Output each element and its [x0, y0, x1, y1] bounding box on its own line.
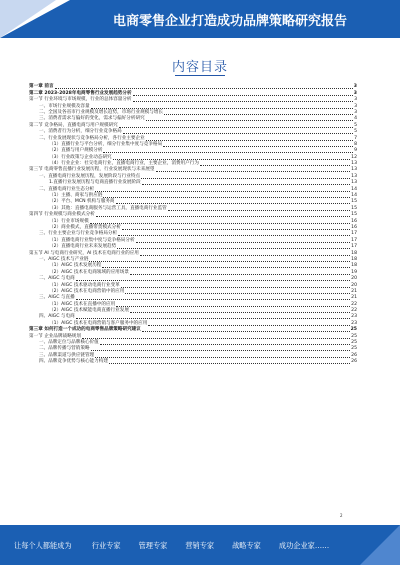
toc-entry-page: 20	[351, 276, 357, 282]
toc-entry-page: 15	[351, 205, 357, 211]
toc-entry-page: 14	[351, 186, 357, 192]
toc-entry-page: 13	[351, 173, 357, 179]
toc-entry-title: 三、消费者需求与偏好的变化，需求与偏好分析研究	[39, 116, 145, 122]
toc-dot-leader	[109, 362, 350, 364]
toc-dot-leader	[122, 228, 350, 230]
header-band	[0, 0, 400, 38]
toc-dot-leader	[82, 337, 350, 339]
toc-dot-leader	[89, 260, 350, 262]
toc-entry-page: 26	[351, 352, 357, 358]
footer-band	[0, 525, 400, 565]
toc-dot-leader	[168, 209, 350, 211]
toc-entry-title: 第四节 行业规模与商业模式分析	[29, 212, 95, 218]
toc-entry-page: 15	[351, 199, 357, 205]
footer-slogan	[14, 541, 386, 551]
toc-entry-title: 1.直播行业发展历程与电商直播行业发展阶段	[49, 180, 141, 186]
toc-entry-title: （1）直播电商行业集中度与竞争格局分析	[49, 237, 135, 243]
toc-entry-title: （1）AIGC 技术驱动电商行业变革	[49, 282, 120, 288]
toc-entry-page: 22	[351, 301, 357, 307]
toc-entry-page: 8	[354, 141, 357, 147]
toc-entry-page: 15	[351, 212, 357, 218]
toc-entry-title: 第三章 如何打造一个成功的电商零售品牌策略研究建议	[29, 327, 141, 333]
page-number: 2	[340, 513, 343, 518]
toc-dot-leader	[117, 247, 350, 249]
toc-entry-title: （1）直播行业与平台分析，细分行业集中度与竞争格局	[49, 141, 163, 147]
toc-entry-page: 14	[351, 193, 357, 199]
toc-entry-page: 23	[351, 320, 357, 326]
toc-dot-leader	[164, 113, 353, 115]
footer-role: 战略专家	[232, 541, 261, 550]
toc-dot-leader	[163, 145, 353, 147]
toc-dot-leader	[96, 215, 350, 217]
toc-dot-leader	[76, 317, 350, 319]
toc-entry-title: （2）直播与用户规模分析	[49, 148, 103, 154]
toc-entry-page: 3	[353, 90, 357, 96]
toc-dot-leader	[133, 94, 353, 96]
header-corner-accent	[0, 0, 56, 38]
toc-entry-title: 四、AIGC 与电商	[39, 314, 75, 320]
toc-dot-leader	[123, 132, 353, 134]
toc-entry-title: （1）主播、商家与供应链	[49, 193, 103, 199]
toc-entry-title: （1）行业市场规模	[49, 218, 89, 224]
toc-entry-page: 18	[351, 256, 357, 262]
toc-entry-page: 25	[351, 333, 357, 339]
toc-dot-leader	[100, 343, 350, 345]
toc-dot-leader	[130, 273, 350, 275]
toc-entry-page: 7	[354, 135, 357, 141]
toc-entry[interactable]	[29, 359, 357, 365]
toc-entry-title: （2）直播电商行业未来发展趋势	[49, 244, 117, 250]
toc-dot-leader	[91, 107, 354, 109]
toc-entry-title: 二、直播电商行业生态分析	[39, 186, 95, 192]
toc-dot-leader	[121, 286, 350, 288]
toc-dot-leader	[142, 183, 350, 185]
toc-entry-page: 25	[350, 327, 357, 333]
toc-entry-title: （3）其他：直播电商服务与运营工具，直播电商行业监管	[49, 205, 167, 211]
toc-entry-page: 13	[351, 167, 357, 173]
toc-entry-title: 四、品牌竞争优势与核心能力构建	[39, 359, 108, 365]
toc-entry-title: （3）行业政策与企业动态研究	[49, 154, 112, 160]
footer-slogan-lead: 让每个人都能成为	[14, 541, 72, 550]
toc-entry-page: 21	[351, 288, 357, 294]
toc-entry-title: 三、行业主要企业与行业竞争格局分析	[39, 231, 118, 237]
toc-title-underline	[175, 75, 225, 76]
toc-entry-title: （2）AIGC 技术在电商营销中的应用	[49, 288, 125, 294]
toc-entry-title: （1）AIGC 技术在电商营销与客户服务中的应用	[49, 320, 148, 326]
toc-entry-page: 26	[351, 359, 357, 365]
toc-dot-leader	[103, 196, 350, 198]
toc-dot-leader	[76, 279, 350, 281]
toc-entry-title: 二、AIGC 与电商	[39, 276, 75, 282]
toc-dot-leader	[90, 222, 350, 224]
toc-entry-title: （2）AIGC 技术在电商领域的应用场景	[49, 269, 129, 275]
toc-entry-title: 第一节 行业环境与市场规模，行业的总体容量分析	[29, 97, 132, 103]
toc-entry-page: 5	[354, 122, 357, 128]
toc-entry-page: 17	[351, 244, 357, 250]
toc-entry-page: 17	[351, 237, 357, 243]
toc-dot-leader	[156, 170, 351, 172]
toc-entry-page: 22	[351, 308, 357, 314]
footer-role: 成功企业家……	[278, 541, 330, 550]
toc-entry-title: 一、品牌定位与品牌核心价值	[39, 340, 99, 346]
toc-dot-leader	[146, 119, 353, 121]
toc-entry-page: 4	[354, 116, 357, 122]
toc-entry-title: （4）行业企业：社交电商行业，直播电商行业，主要企业，消费用户行为	[49, 161, 199, 167]
toc-dot-leader	[116, 305, 350, 307]
footer-role: 行业专家	[91, 541, 121, 550]
toc-entry-title: 第一节 企业品牌战略规划	[29, 333, 81, 339]
toc-entry-page: 3	[354, 97, 357, 103]
toc-entry-page: 5	[354, 129, 357, 135]
toc-dot-leader	[103, 151, 353, 153]
toc-title: 内容目录	[171, 60, 228, 75]
toc-entry-page: 3	[353, 84, 357, 90]
toc-entry-page: 13	[351, 161, 357, 167]
toc-dot-leader	[116, 202, 351, 204]
toc-entry-title: 二、行业发展现状与竞争格局分析，各行业主要企业	[39, 135, 145, 141]
toc-entry-page: 16	[351, 218, 357, 224]
toc-dot-leader	[136, 241, 351, 243]
toc-dot-leader	[148, 324, 350, 326]
footer-role: 管理专家	[138, 541, 168, 550]
toc-entry-title: 一、消费者行为分析，细分行业竞争格局	[39, 129, 122, 135]
toc-entry-title: （1）AIGC 技术发展历程	[49, 263, 102, 269]
toc-dot-leader	[146, 139, 353, 141]
toc-entry-title: 第二章 2023-2028年电商零售行业发展趋势分析	[29, 90, 132, 96]
toc-dot-leader	[133, 100, 354, 102]
toc-dot-leader	[119, 126, 353, 128]
toc-dot-leader	[130, 311, 350, 313]
toc-entry-page: 25	[351, 340, 357, 346]
toc-entry-title: 第一章 前言	[29, 84, 54, 90]
toc-entry-page: 3	[354, 103, 357, 109]
toc-entry-title: 一、直播电商行业发展历程，发展阶段与行业特点	[39, 173, 141, 179]
toc-entry-title: 二、全国及各省市行业规模及增长趋势，市场行业规模与增长	[39, 109, 164, 115]
report-title: 电商零售企业打造成功品牌策略研究报告	[112, 14, 347, 29]
toc-entry-title: 三、品牌渠道与供应链管理	[39, 352, 95, 358]
toc-dot-leader	[141, 177, 350, 179]
toc-dot-leader	[118, 234, 350, 236]
toc-entry-page: 21	[351, 295, 357, 301]
toc-entry-title: 三、AIGC 与直播	[39, 295, 75, 301]
toc-dot-leader	[142, 330, 350, 332]
toc-entry-page: 23	[351, 314, 357, 320]
toc-dot-leader	[91, 349, 351, 351]
toc-entry-title: （1）AIGC 技术在直播中的应用	[49, 301, 116, 307]
toc-dot-leader	[102, 266, 350, 268]
toc-entry-page: 12	[351, 154, 357, 160]
toc-entry-title: 一、AIGC 技术与产业链	[39, 256, 89, 262]
toc-entry-page: 25	[351, 346, 357, 352]
toc-dot-leader	[95, 190, 350, 192]
toc-entry-page: 3	[354, 109, 357, 115]
toc-entry-title: 第二节 竞争格局，直播电商与用户规模研究	[29, 122, 118, 128]
toc-dot-leader	[200, 164, 350, 166]
toc-entry-title: （2）AIGC 技术赋能电商直播行业发展	[49, 308, 129, 314]
footer-role: 营销专家	[185, 541, 215, 550]
toc-entry-page: 9	[354, 148, 357, 154]
toc-dot-leader	[55, 87, 353, 89]
toc-entry-page: 16	[351, 224, 357, 230]
toc-entry-title: （2）平台、MCN 机构与服务商	[49, 199, 115, 205]
toc-entry-page: 18	[351, 263, 357, 269]
toc-dot-leader	[113, 158, 350, 160]
toc-entry-page: 17	[351, 231, 357, 237]
toc-entry-page: 18	[351, 250, 357, 256]
toc-entry-title: 一、市场行业规模及容量	[39, 103, 90, 109]
toc-entry-page: 13	[351, 180, 357, 186]
toc-entry-title: 第三节 电商零售直播行业发展历程，行业发展现状与未来展望	[29, 167, 155, 173]
table-of-contents	[29, 84, 357, 365]
toc-dot-leader	[95, 356, 350, 358]
toc-entry-page: 20	[351, 282, 357, 288]
toc-entry-title: （2）商业模式，直播带货模式分析	[49, 224, 121, 230]
toc-entry-title: 二、品牌传播与营销策略	[39, 346, 90, 352]
toc-dot-leader	[76, 298, 350, 300]
toc-dot-leader	[140, 254, 350, 256]
toc-dot-leader	[125, 292, 350, 294]
toc-entry-page: 19	[351, 269, 357, 275]
toc-entry-title: 第五节 AI 与电商行业研究，AI 技术在电商行业的应用	[29, 250, 139, 256]
